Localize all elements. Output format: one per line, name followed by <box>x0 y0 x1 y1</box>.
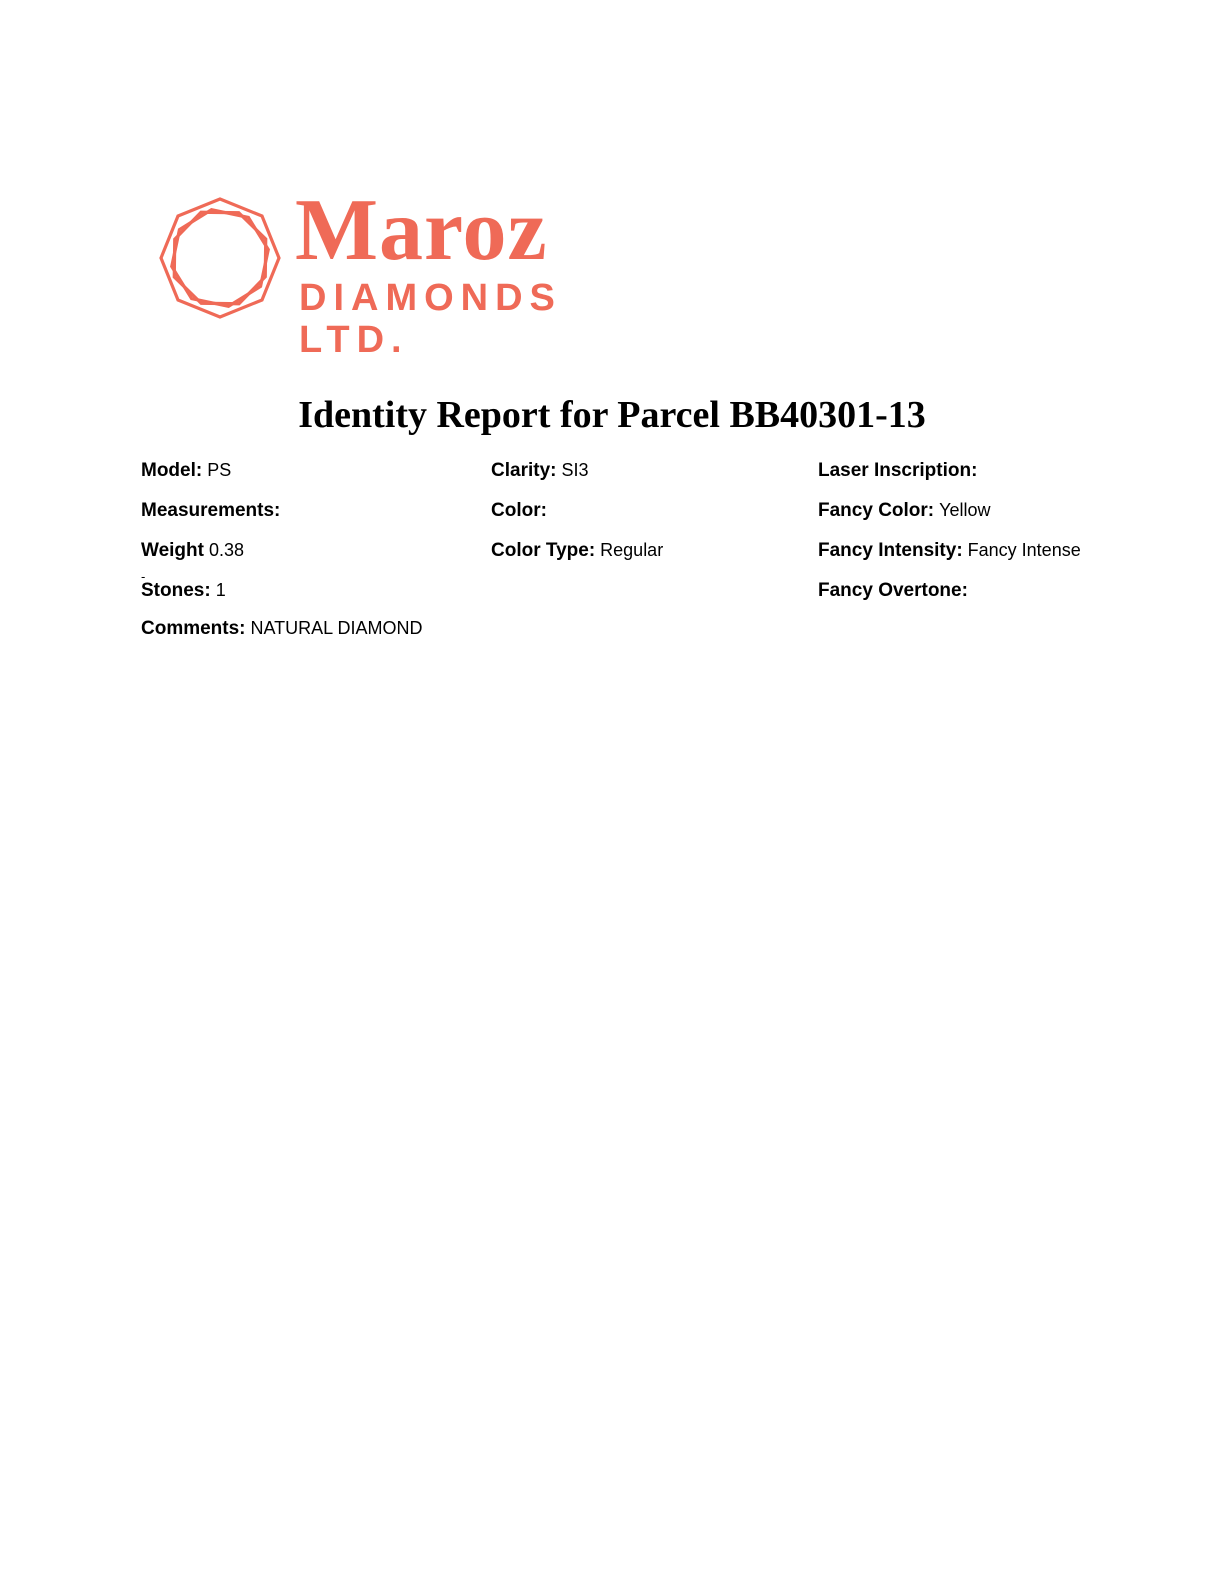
field-fancy-overtone-value <box>968 580 973 600</box>
field-model <box>141 460 491 500</box>
field-fancy-overtone <box>818 580 1208 620</box>
report-fields <box>0 460 1224 660</box>
field-fancy-color-value: Yellow <box>939 500 991 520</box>
field-measurements-value <box>280 500 285 520</box>
logo-word: Maroz <box>295 182 548 279</box>
field-laser-inscription-value <box>977 460 982 480</box>
octagram-star-icon <box>155 193 285 323</box>
field-clarity-value: SI3 <box>561 460 589 480</box>
field-laser-inscription <box>818 460 1208 500</box>
field-fancy-overtone-label: Fancy Overtone: <box>818 580 968 601</box>
logo-wordmark <box>295 182 675 361</box>
field-comments <box>141 618 423 640</box>
field-fancy-intensity-label: Fancy Intensity: <box>818 540 963 561</box>
field-stones-label: Stones: <box>141 580 211 601</box>
fields-column-left <box>141 460 491 620</box>
field-clarity <box>491 460 821 500</box>
page-title: Identity Report for Parcel BB40301-13 <box>298 394 926 436</box>
field-color-label: Color: <box>491 500 547 521</box>
field-color <box>491 500 821 540</box>
field-color-type <box>491 540 821 580</box>
field-measurements <box>141 500 491 540</box>
company-logo <box>155 182 675 361</box>
field-fancy-color <box>818 500 1208 540</box>
field-fancy-intensity <box>818 540 1208 580</box>
field-weight-label: Weight <box>141 540 204 561</box>
fields-column-right <box>818 460 1208 620</box>
field-comments-label: Comments: <box>141 618 246 639</box>
field-laser-inscription-label: Laser Inscription: <box>818 460 978 481</box>
weight-underline-mark: - <box>141 569 146 584</box>
field-weight <box>141 540 491 584</box>
field-stones <box>141 580 491 620</box>
field-color-type-label: Color Type: <box>491 540 596 561</box>
field-clarity-label: Clarity: <box>491 460 557 481</box>
field-model-value: PS <box>207 460 232 480</box>
field-model-label: Model: <box>141 460 203 481</box>
field-measurements-label: Measurements: <box>141 500 281 521</box>
field-comments-value: NATURAL DIAMOND <box>250 618 423 638</box>
field-fancy-intensity-value: Fancy Intense <box>967 540 1081 560</box>
logo-subtitle: DIAMONDS LTD. <box>299 277 562 361</box>
field-fancy-color-label: Fancy Color: <box>818 500 935 521</box>
fields-column-middle <box>491 460 821 580</box>
field-stones-value: 1 <box>215 580 226 600</box>
field-weight-value: 0.38 <box>208 540 245 560</box>
field-color-value <box>547 500 552 520</box>
field-color-type-value: Regular <box>600 540 664 560</box>
